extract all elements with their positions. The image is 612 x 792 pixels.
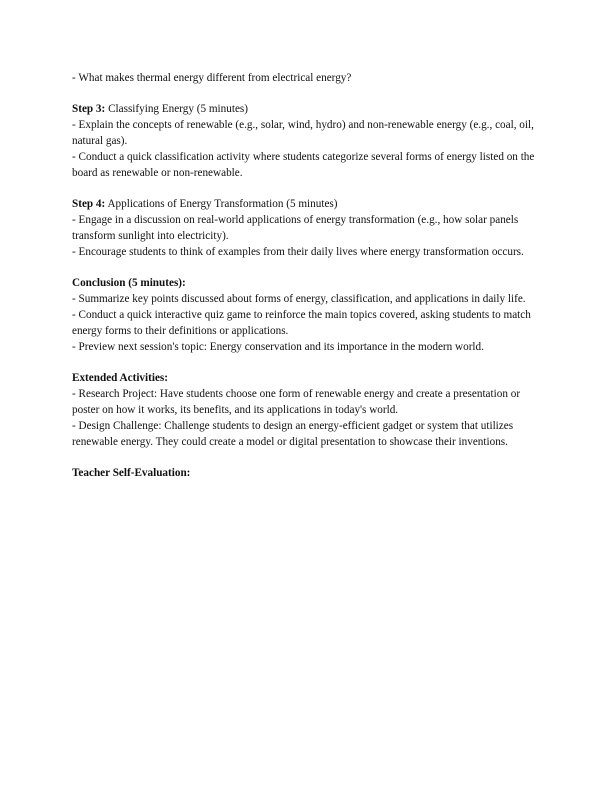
conclusion-section	[72, 275, 540, 355]
intro-question: - What makes thermal energy different from electrical energy?	[72, 72, 352, 84]
intro-section	[72, 70, 540, 86]
step3-section	[72, 101, 540, 181]
extended-item: - Research Project: Have students choose one form of renewable energy and create a presentation or poster on how it works, its benefits, and its applications in today's world.	[72, 388, 521, 416]
extended-heading: Extended Activities:	[72, 372, 169, 384]
step3-item: - Conduct a quick classification activity where students categorize several forms of energy listed on the board as renewable or non-renewable.	[72, 151, 535, 179]
step4-item: - Encourage students to think of examples from their daily lives where energy transformation occurs.	[72, 246, 524, 258]
step3-item: - Explain the concepts of renewable (e.g., solar, wind, hydro) and non-renewable energy (e.g., coal, oil, natural gas).	[72, 119, 534, 147]
extended-section	[72, 370, 540, 450]
step3-label: Step 3:	[72, 103, 106, 115]
step3-heading	[72, 101, 540, 117]
step4-heading	[72, 196, 540, 212]
step3-title: Classifying Energy (5 minutes)	[105, 103, 248, 115]
document-body	[72, 70, 540, 496]
conclusion-heading: Conclusion (5 minutes):	[72, 277, 186, 289]
conclusion-item: - Preview next session's topic: Energy conservation and its importance in the modern world.	[72, 341, 484, 353]
self-evaluation-heading: Teacher Self-Evaluation:	[72, 467, 191, 479]
self-evaluation-section	[72, 465, 540, 481]
step4-title: Applications of Energy Transformation (5 minutes)	[105, 198, 338, 210]
step4-label: Step 4:	[72, 198, 106, 210]
conclusion-item: - Summarize key points discussed about forms of energy, classification, and applications in daily life.	[72, 293, 526, 305]
step4-item: - Engage in a discussion on real-world applications of energy transformation (e.g., how solar panels transform sunlight into electricity).	[72, 214, 519, 242]
step4-section	[72, 196, 540, 260]
conclusion-item: - Conduct a quick interactive quiz game to reinforce the main topics covered, asking students to match energy forms to their definitions or applications.	[72, 309, 531, 337]
extended-item: - Design Challenge: Challenge students to design an energy-efficient gadget or system that utilizes renewable energy. They could create a model or digital presentation to showcase their inventions.	[72, 420, 514, 448]
